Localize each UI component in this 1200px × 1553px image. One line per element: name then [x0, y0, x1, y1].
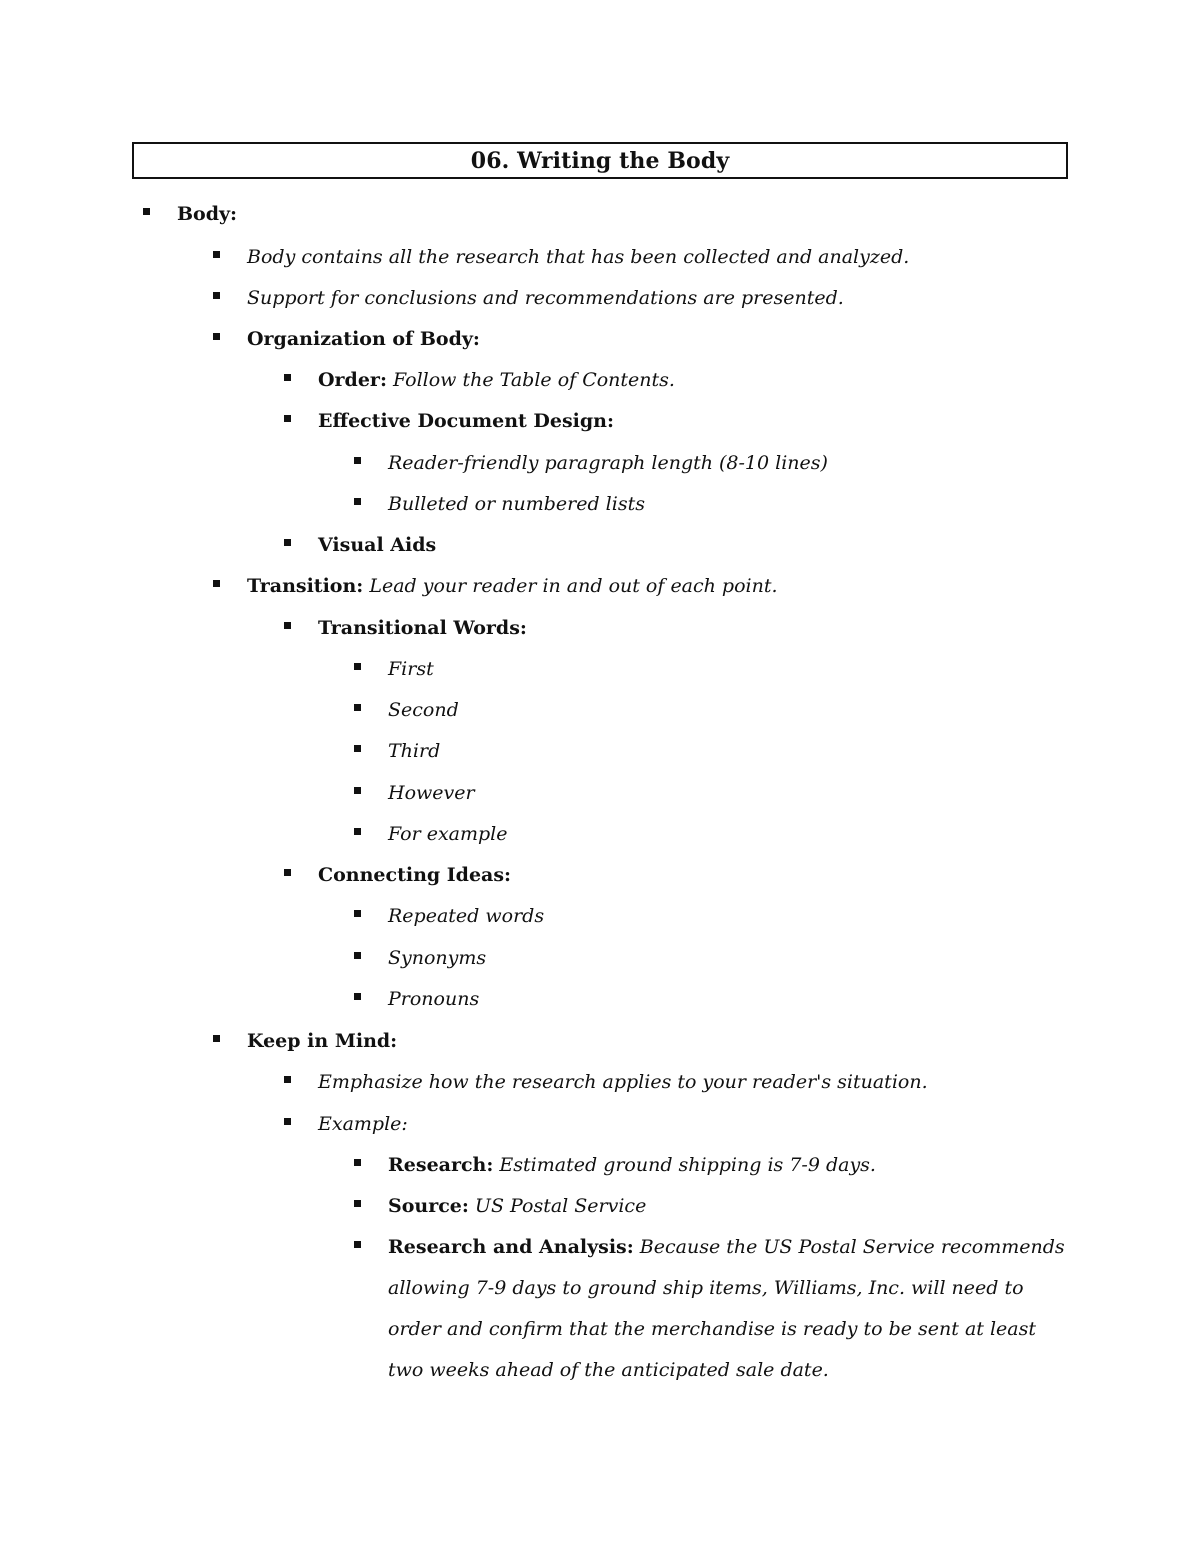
- list-item: Third: [388, 740, 441, 762]
- source-label: Source:: [388, 1195, 469, 1217]
- bullet-icon: [284, 1076, 291, 1083]
- bullet-icon: [284, 1118, 291, 1125]
- bullet-icon: [354, 910, 361, 917]
- list-item: Pronouns: [388, 988, 480, 1010]
- order-text: Follow the Table of Contents.: [386, 369, 675, 391]
- bullet-icon: [354, 704, 361, 711]
- analysis-label: Research and Analysis:: [388, 1236, 634, 1258]
- bullet-icon: [213, 251, 220, 258]
- analysis-text-line-1: Because the US Postal Service recommends: [633, 1236, 1065, 1258]
- list-item: First: [388, 658, 434, 680]
- list-item-source: [388, 1191, 646, 1221]
- bullet-icon: [354, 498, 361, 505]
- bullet-icon: [354, 663, 361, 670]
- list-item: However: [388, 782, 475, 804]
- source-text: US Postal Service: [468, 1195, 647, 1217]
- section-heading-body: Body:: [177, 203, 238, 225]
- list-item: Bulleted or numbered lists: [388, 493, 645, 515]
- bullet-icon: [284, 869, 291, 876]
- bullet-icon: [284, 415, 291, 422]
- bullet-icon: [354, 993, 361, 1000]
- analysis-text-line-2: allowing 7-9 days to ground ship items, Williams, Inc. will need to: [388, 1277, 1024, 1299]
- list-item: Repeated words: [388, 905, 545, 927]
- list-item-research-analysis: [388, 1232, 1065, 1262]
- subheading-document-design: Effective Document Design:: [318, 410, 614, 432]
- list-item: For example: [388, 823, 508, 845]
- analysis-text-line-4: two weeks ahead of the anticipated sale date.: [388, 1359, 829, 1381]
- bullet-icon: [354, 952, 361, 959]
- bullet-icon: [284, 374, 291, 381]
- bullet-icon: [213, 292, 220, 299]
- analysis-text-line-3: order and confirm that the merchandise is ready to be sent at least: [388, 1318, 1036, 1340]
- bullet-icon: [213, 1035, 220, 1042]
- bullet-icon: [284, 622, 291, 629]
- bullet-icon: [354, 1241, 361, 1248]
- bullet-icon: [213, 580, 220, 587]
- transition-label: Transition:: [247, 575, 364, 597]
- list-item: Emphasize how the research applies to your reader's situation.: [318, 1071, 928, 1093]
- list-item-example: Example:: [318, 1113, 408, 1135]
- list-item: Reader-friendly paragraph length (8-10 lines): [388, 452, 828, 474]
- list-item-transition: [247, 571, 778, 601]
- subheading-keep-in-mind: Keep in Mind:: [247, 1030, 398, 1052]
- list-item: Second: [388, 699, 459, 721]
- subheading-connecting-ideas: Connecting Ideas:: [318, 864, 512, 886]
- bullet-icon: [354, 828, 361, 835]
- list-item-order: [318, 365, 675, 395]
- subheading-transitional-words: Transitional Words:: [318, 617, 527, 639]
- list-item-research: [388, 1150, 876, 1180]
- bullet-icon: [354, 787, 361, 794]
- bullet-icon: [354, 1200, 361, 1207]
- bullet-icon: [354, 1159, 361, 1166]
- list-item-visual-aids: Visual Aids: [318, 534, 437, 556]
- order-label: Order:: [318, 369, 387, 391]
- page-title: 06. Writing the Body: [132, 142, 1068, 179]
- bullet-icon: [143, 208, 150, 215]
- research-text: Estimated ground shipping is 7-9 days.: [493, 1154, 876, 1176]
- bullet-icon: [354, 745, 361, 752]
- transition-text: Lead your reader in and out of each point.: [363, 575, 778, 597]
- subheading-organization: Organization of Body:: [247, 328, 480, 350]
- bullet-icon: [213, 333, 220, 340]
- bullet-icon: [354, 457, 361, 464]
- list-item: Support for conclusions and recommendations are presented.: [247, 287, 844, 309]
- bullet-icon: [284, 539, 291, 546]
- research-label: Research:: [388, 1154, 494, 1176]
- list-item: Synonyms: [388, 947, 487, 969]
- list-item: Body contains all the research that has been collected and analyzed.: [247, 246, 910, 268]
